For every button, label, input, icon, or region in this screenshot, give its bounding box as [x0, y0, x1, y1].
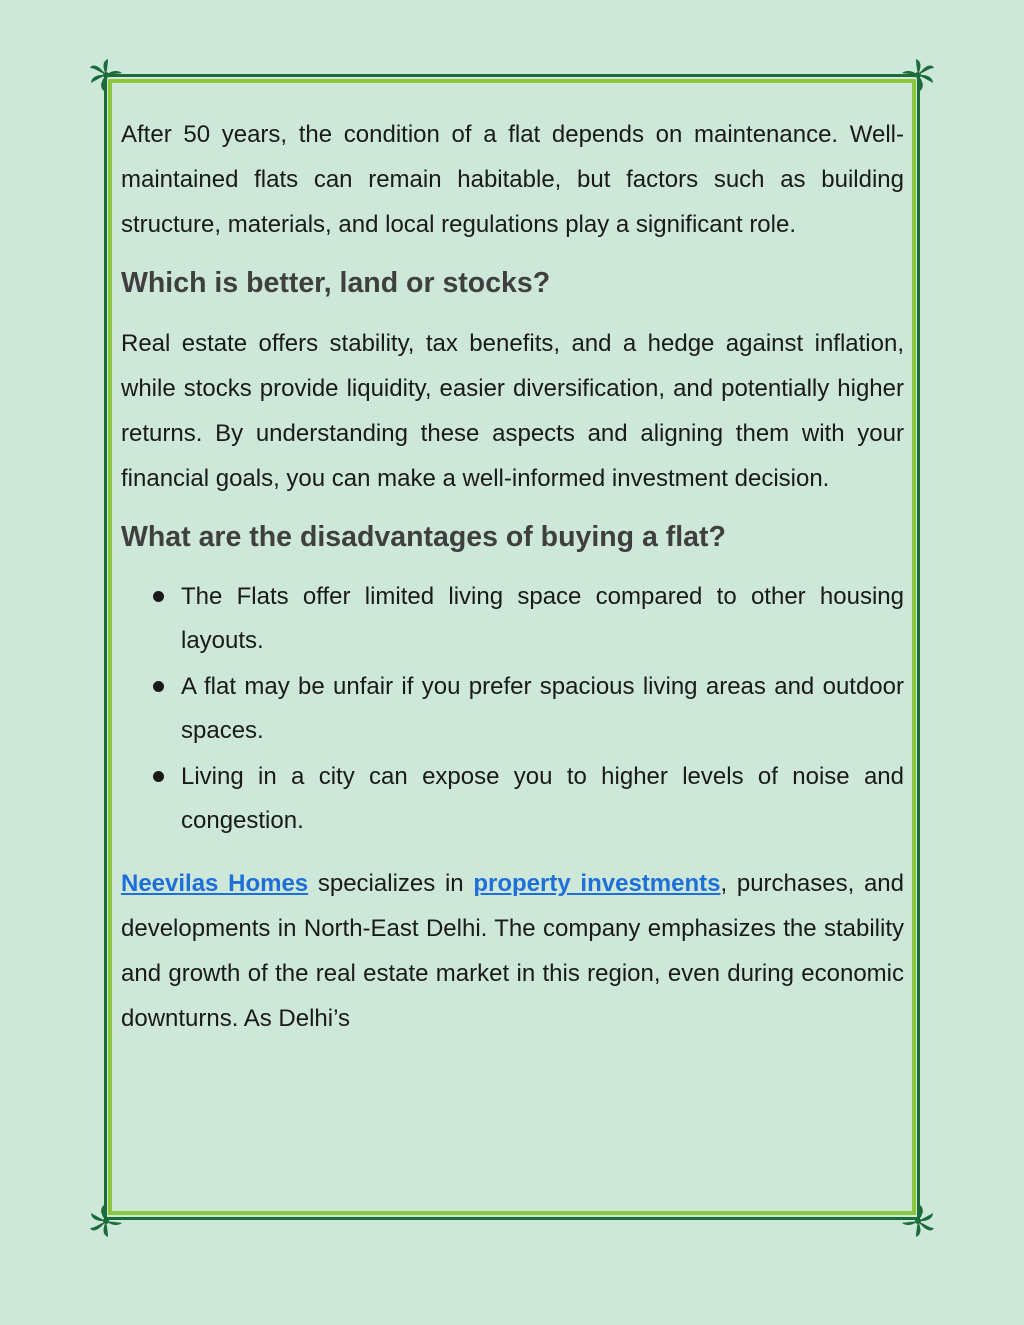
bullet-icon: [153, 771, 164, 782]
document-content: [121, 112, 904, 1057]
disadvantages-list: [121, 575, 904, 843]
list-item-text: Living in a city can expose you to higher levels of noise and congestion.: [181, 763, 904, 834]
leaf-ornament-icon: [892, 1204, 936, 1238]
list-item: [121, 755, 904, 843]
leaf-ornament-icon: [892, 58, 936, 92]
list-item: [121, 575, 904, 663]
bullet-icon: [153, 681, 164, 692]
paragraph-flat-condition: After 50 years, the condition of a flat depends on maintenance. Well-maintained flats can remain habitable, but factors such as building structure, materials, and local regulations play a significant role.: [121, 121, 904, 238]
list-item: [121, 665, 904, 753]
heading-land-or-stocks: Which is better, land or stocks?: [121, 267, 551, 299]
list-item-text: The Flats offer limited living space compared to other housing layouts.: [181, 583, 904, 654]
heading-flat-disadvantages: What are the disadvantages of buying a flat?: [121, 521, 726, 553]
paragraph-neevilas: [121, 861, 904, 1041]
list-item-text: A flat may be unfair if you prefer spacious living areas and outdoor spaces.: [181, 673, 904, 744]
bullet-icon: [153, 591, 164, 602]
leaf-ornament-icon: [88, 1204, 132, 1238]
paragraph-text: , purchases, and developments in North-East Delhi. The company emphasizes the stability and growth of the real estate market in this region, even during economic downturns. As Delhi’s: [121, 870, 904, 1032]
neevilas-homes-link[interactable]: Neevilas Homes: [121, 870, 309, 897]
paragraph-text: specializes in: [308, 870, 474, 897]
paragraph-real-estate-vs-stocks: Real estate offers stability, tax benefits, and a hedge against inflation, while stocks provide liquidity, easier diversification, and potentially higher returns. By understanding these aspects and aligning them with your financial goals, you can make a well-informed investment decision.: [121, 330, 904, 492]
leaf-ornament-icon: [88, 58, 132, 92]
property-investments-link[interactable]: property investments: [473, 870, 721, 897]
